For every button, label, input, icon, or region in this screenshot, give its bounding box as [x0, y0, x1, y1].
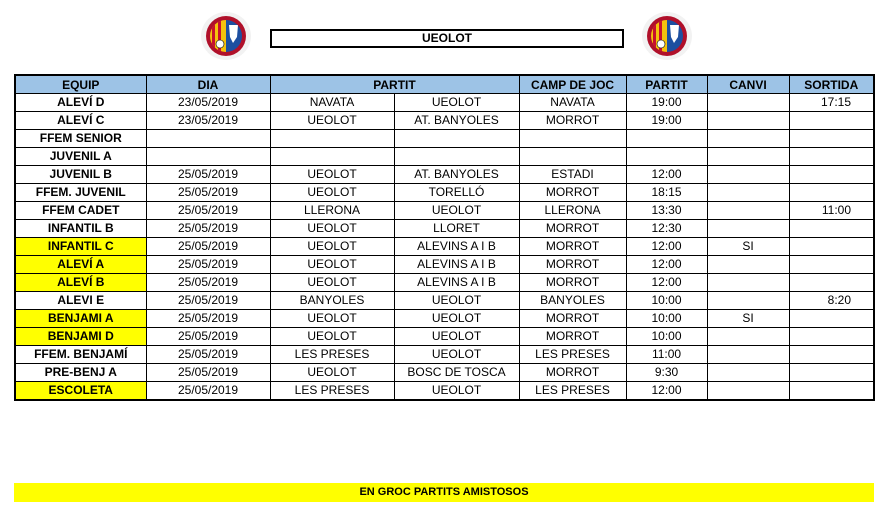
club-crest-icon: [200, 11, 252, 61]
venue-cell: MORROT: [519, 112, 626, 130]
change-cell: [707, 364, 789, 382]
departure-cell: [789, 346, 874, 364]
header-row: [15, 75, 874, 94]
departure-cell: [789, 238, 874, 256]
away-team-cell: ALEVINS A I B: [394, 274, 519, 292]
team-cell: JUVENIL A: [15, 148, 146, 166]
away-team-cell: ALEVINS A I B: [394, 238, 519, 256]
venue-cell: [519, 148, 626, 166]
table-row: [15, 166, 874, 184]
departure-cell: 8:20: [789, 292, 874, 310]
home-team-cell: UEOLOT: [270, 238, 394, 256]
table-row: [15, 274, 874, 292]
change-cell: [707, 292, 789, 310]
away-team-cell: BOSC DE TOSCA: [394, 364, 519, 382]
column-header-equip: EQUIP: [15, 75, 146, 94]
table-row: [15, 184, 874, 202]
departure-cell: [789, 166, 874, 184]
away-team-cell: UEOLOT: [394, 292, 519, 310]
time-cell: 19:00: [626, 94, 707, 112]
date-cell: 25/05/2019: [146, 238, 270, 256]
home-team-cell: LES PRESES: [270, 346, 394, 364]
departure-cell: 11:00: [789, 202, 874, 220]
table-row: [15, 310, 874, 328]
table-row: [15, 328, 874, 346]
table-row: [15, 130, 874, 148]
time-cell: 12:00: [626, 274, 707, 292]
time-cell: 12:00: [626, 256, 707, 274]
venue-cell: NAVATA: [519, 94, 626, 112]
date-cell: 23/05/2019: [146, 112, 270, 130]
club-crest-icon: [641, 11, 693, 61]
team-cell: FFEM CADET: [15, 202, 146, 220]
change-cell: [707, 274, 789, 292]
change-cell: SI: [707, 310, 789, 328]
column-header-camp: CAMP DE JOC: [519, 75, 626, 94]
departure-cell: [789, 112, 874, 130]
home-team-cell: UEOLOT: [270, 310, 394, 328]
change-cell: [707, 328, 789, 346]
departure-cell: 17:15: [789, 94, 874, 112]
time-cell: 13:30: [626, 202, 707, 220]
away-team-cell: [394, 130, 519, 148]
table-row: [15, 364, 874, 382]
departure-cell: [789, 274, 874, 292]
table-row: [15, 94, 874, 112]
change-cell: [707, 202, 789, 220]
table-row: [15, 346, 874, 364]
time-cell: 12:00: [626, 238, 707, 256]
team-cell: ALEVI E: [15, 292, 146, 310]
home-team-cell: LLERONA: [270, 202, 394, 220]
change-cell: [707, 112, 789, 130]
departure-cell: [789, 184, 874, 202]
date-cell: 25/05/2019: [146, 364, 270, 382]
venue-cell: MORROT: [519, 274, 626, 292]
home-team-cell: UEOLOT: [270, 184, 394, 202]
departure-cell: [789, 148, 874, 166]
date-cell: 25/05/2019: [146, 220, 270, 238]
date-cell: 25/05/2019: [146, 328, 270, 346]
page-title: UEOLOT: [270, 29, 624, 48]
change-cell: [707, 130, 789, 148]
team-cell: ALEVÍ D: [15, 94, 146, 112]
team-cell: ALEVÍ B: [15, 274, 146, 292]
home-team-cell: UEOLOT: [270, 166, 394, 184]
venue-cell: LES PRESES: [519, 382, 626, 401]
change-cell: [707, 346, 789, 364]
date-cell: 25/05/2019: [146, 202, 270, 220]
time-cell: 11:00: [626, 346, 707, 364]
table-row: [15, 238, 874, 256]
column-header-canvi: CANVI: [707, 75, 789, 94]
time-cell: 12:00: [626, 382, 707, 401]
venue-cell: MORROT: [519, 364, 626, 382]
venue-cell: MORROT: [519, 310, 626, 328]
away-team-cell: UEOLOT: [394, 328, 519, 346]
away-team-cell: UEOLOT: [394, 94, 519, 112]
departure-cell: [789, 364, 874, 382]
date-cell: [146, 130, 270, 148]
table-row: [15, 382, 874, 401]
team-cell: PRE-BENJ A: [15, 364, 146, 382]
change-cell: [707, 220, 789, 238]
home-team-cell: LES PRESES: [270, 382, 394, 401]
time-cell: 18:15: [626, 184, 707, 202]
away-team-cell: UEOLOT: [394, 346, 519, 364]
team-cell: JUVENIL B: [15, 166, 146, 184]
team-cell: BENJAMI A: [15, 310, 146, 328]
venue-cell: LES PRESES: [519, 346, 626, 364]
date-cell: 25/05/2019: [146, 346, 270, 364]
venue-cell: LLERONA: [519, 202, 626, 220]
home-team-cell: [270, 130, 394, 148]
home-team-cell: [270, 148, 394, 166]
venue-cell: MORROT: [519, 184, 626, 202]
time-cell: 19:00: [626, 112, 707, 130]
away-team-cell: AT. BANYOLES: [394, 166, 519, 184]
home-team-cell: UEOLOT: [270, 256, 394, 274]
venue-cell: BANYOLES: [519, 292, 626, 310]
team-cell: FFEM SENIOR: [15, 130, 146, 148]
venue-cell: MORROT: [519, 256, 626, 274]
away-team-cell: UEOLOT: [394, 202, 519, 220]
column-header-hora: PARTIT: [626, 75, 707, 94]
away-team-cell: AT. BANYOLES: [394, 112, 519, 130]
team-cell: INFANTIL B: [15, 220, 146, 238]
date-cell: 25/05/2019: [146, 166, 270, 184]
time-cell: 12:00: [626, 166, 707, 184]
change-cell: [707, 256, 789, 274]
home-team-cell: UEOLOT: [270, 274, 394, 292]
team-cell: ALEVÍ A: [15, 256, 146, 274]
change-cell: [707, 148, 789, 166]
team-cell: FFEM. JUVENIL: [15, 184, 146, 202]
column-header-dia: DIA: [146, 75, 270, 94]
departure-cell: [789, 382, 874, 401]
change-cell: [707, 382, 789, 401]
date-cell: 23/05/2019: [146, 94, 270, 112]
time-cell: 12:30: [626, 220, 707, 238]
table-row: [15, 112, 874, 130]
time-cell: 9:30: [626, 364, 707, 382]
time-cell: 10:00: [626, 292, 707, 310]
home-team-cell: UEOLOT: [270, 220, 394, 238]
venue-cell: MORROT: [519, 328, 626, 346]
date-cell: 25/05/2019: [146, 274, 270, 292]
departure-cell: [789, 328, 874, 346]
legend-note: EN GROC PARTITS AMISTOSOS: [14, 483, 874, 502]
time-cell: 10:00: [626, 310, 707, 328]
column-header-sortida: SORTIDA: [789, 75, 874, 94]
schedule-table: [14, 74, 875, 401]
table-row: [15, 220, 874, 238]
table-row: [15, 148, 874, 166]
team-cell: FFEM. BENJAMÍ: [15, 346, 146, 364]
time-cell: [626, 130, 707, 148]
home-team-cell: UEOLOT: [270, 328, 394, 346]
venue-cell: MORROT: [519, 238, 626, 256]
table-row: [15, 256, 874, 274]
team-cell: ESCOLETA: [15, 382, 146, 401]
change-cell: [707, 166, 789, 184]
home-team-cell: BANYOLES: [270, 292, 394, 310]
departure-cell: [789, 130, 874, 148]
date-cell: [146, 148, 270, 166]
away-team-cell: ALEVINS A I B: [394, 256, 519, 274]
table-row: [15, 202, 874, 220]
change-cell: [707, 94, 789, 112]
time-cell: 10:00: [626, 328, 707, 346]
home-team-cell: NAVATA: [270, 94, 394, 112]
date-cell: 25/05/2019: [146, 256, 270, 274]
away-team-cell: UEOLOT: [394, 310, 519, 328]
date-cell: 25/05/2019: [146, 382, 270, 401]
column-header-partit: PARTIT: [270, 75, 519, 94]
departure-cell: [789, 256, 874, 274]
change-cell: [707, 184, 789, 202]
date-cell: 25/05/2019: [146, 310, 270, 328]
away-team-cell: LLORET: [394, 220, 519, 238]
away-team-cell: UEOLOT: [394, 382, 519, 401]
departure-cell: [789, 220, 874, 238]
away-team-cell: [394, 148, 519, 166]
venue-cell: [519, 130, 626, 148]
time-cell: [626, 148, 707, 166]
team-cell: ALEVÍ C: [15, 112, 146, 130]
team-cell: BENJAMI D: [15, 328, 146, 346]
away-team-cell: TORELLÓ: [394, 184, 519, 202]
home-team-cell: UEOLOT: [270, 112, 394, 130]
change-cell: SI: [707, 238, 789, 256]
home-team-cell: UEOLOT: [270, 364, 394, 382]
team-cell: INFANTIL C: [15, 238, 146, 256]
date-cell: 25/05/2019: [146, 292, 270, 310]
departure-cell: [789, 310, 874, 328]
venue-cell: MORROT: [519, 220, 626, 238]
venue-cell: ESTADI: [519, 166, 626, 184]
date-cell: 25/05/2019: [146, 184, 270, 202]
table-row: [15, 292, 874, 310]
